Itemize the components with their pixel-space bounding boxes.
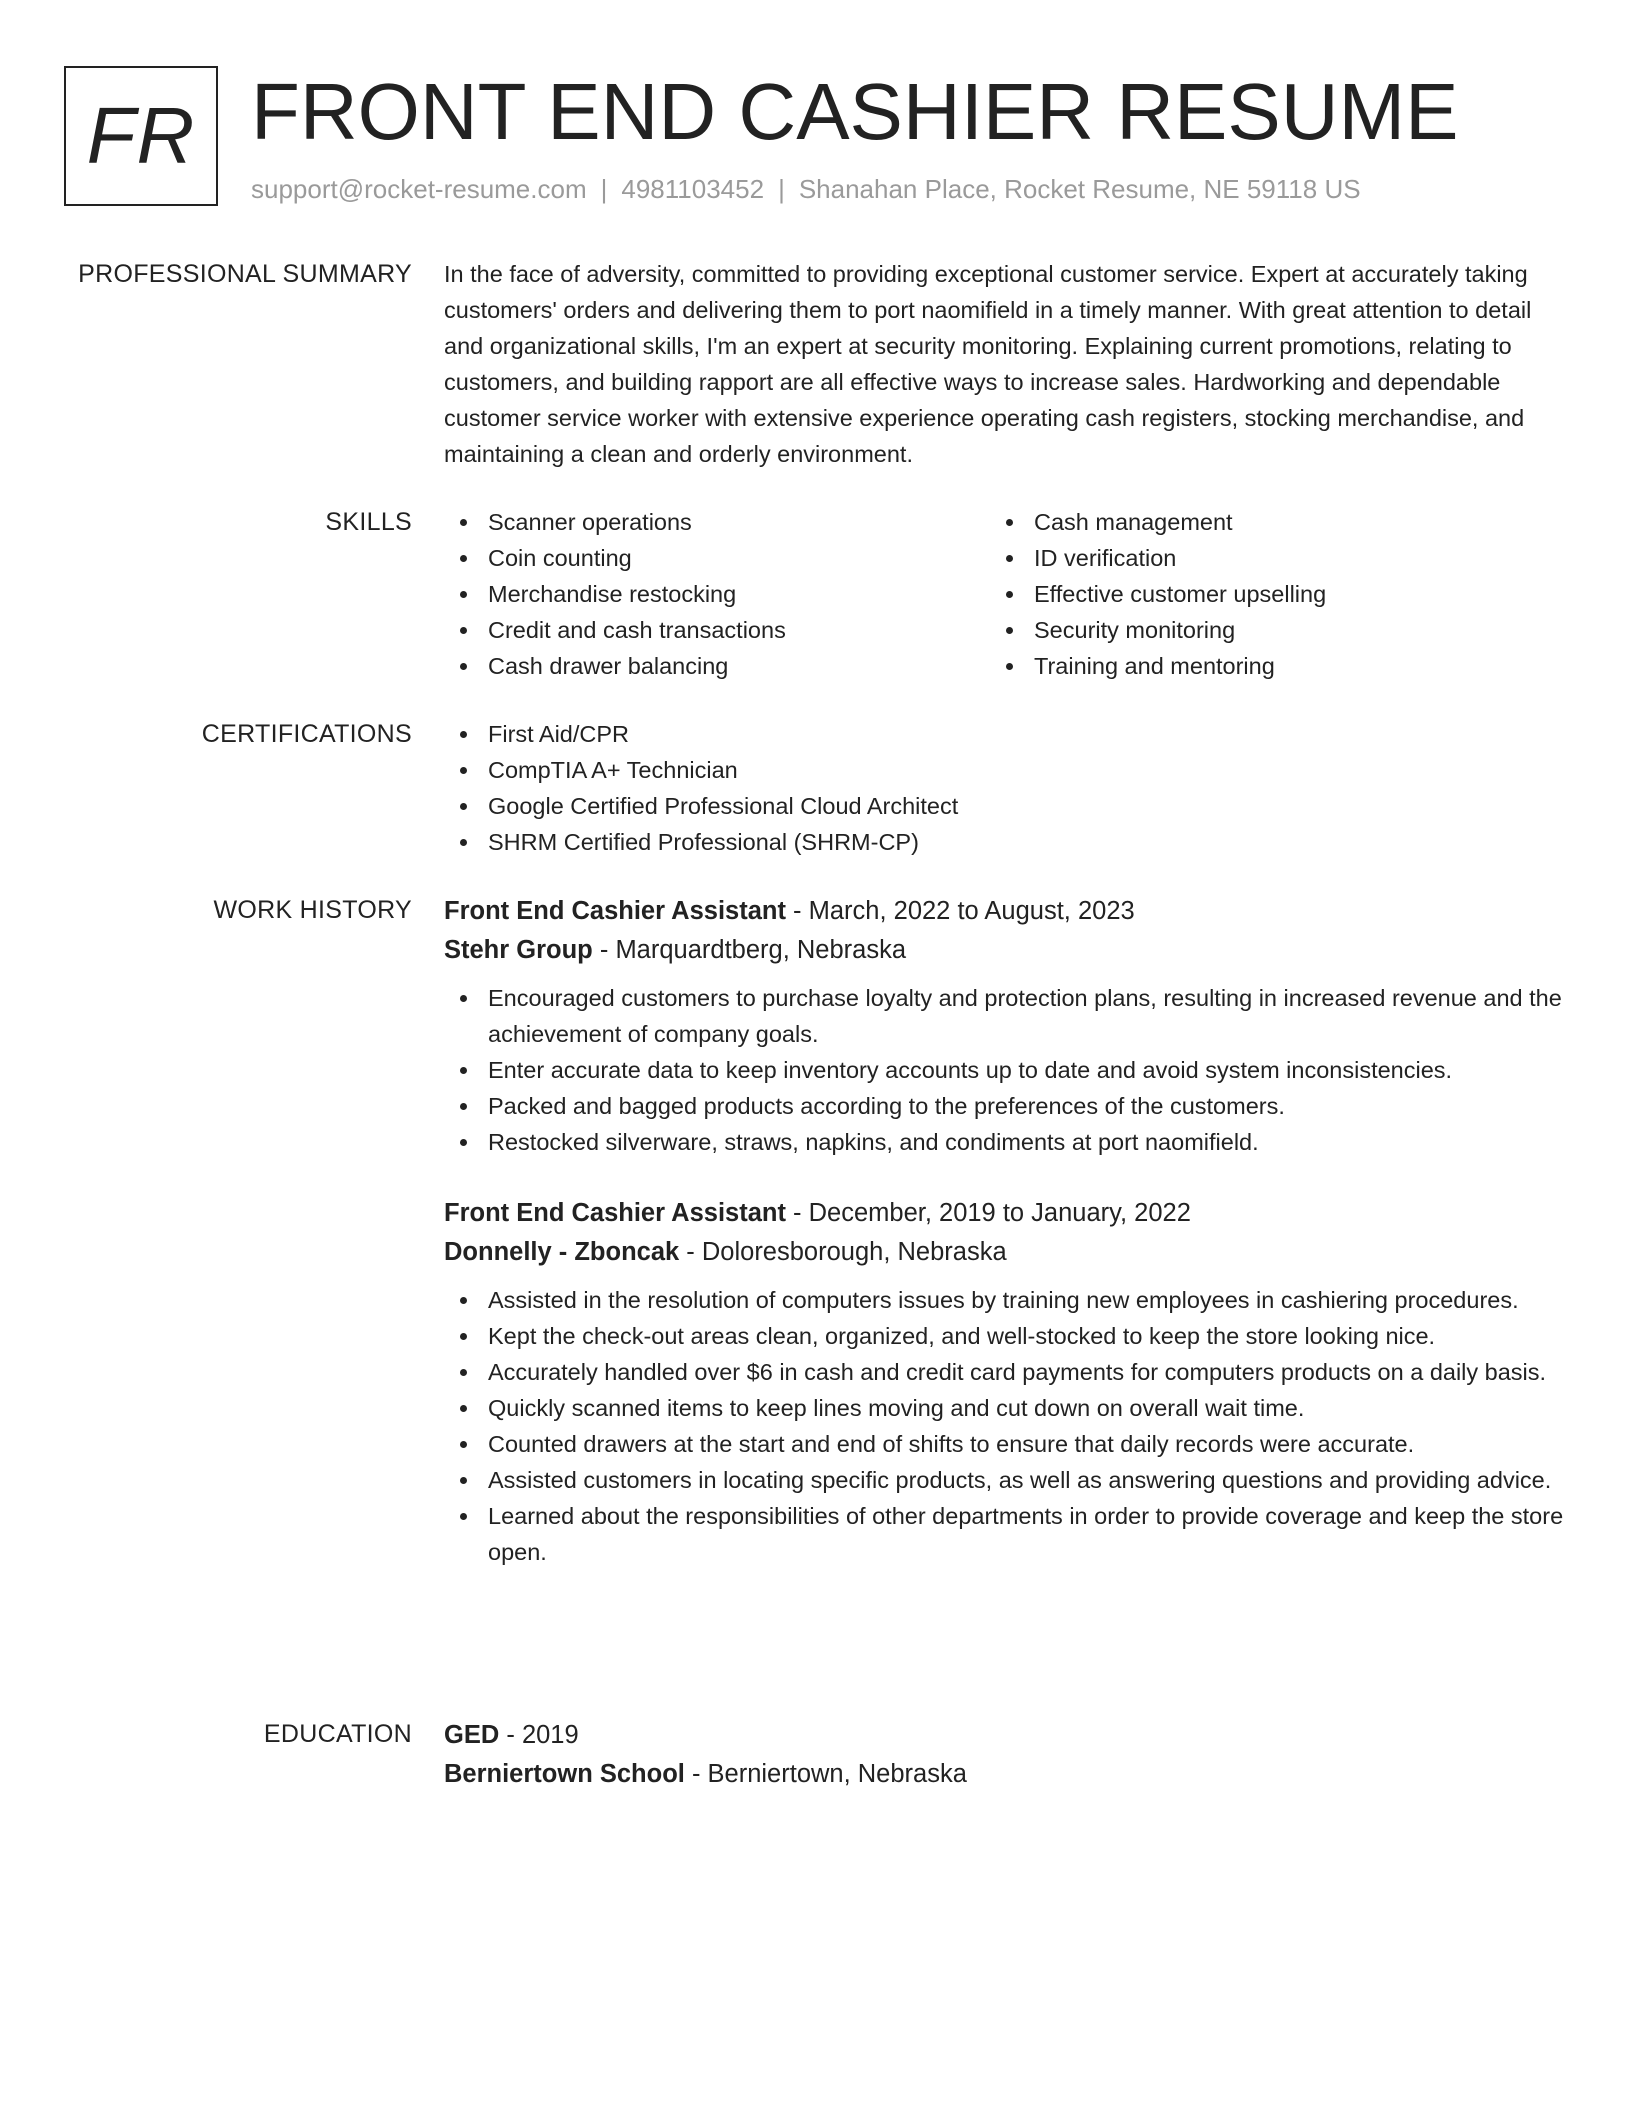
contact-email: support@rocket-resume.com [251, 174, 587, 204]
job-entry [444, 1194, 1564, 1570]
job-company: Donnelly - Zboncak [444, 1238, 680, 1266]
skills-body [444, 504, 1564, 684]
contact-separator: | [778, 174, 785, 204]
job-dates: March, 2022 to August, 2023 [808, 897, 1135, 925]
certifications-list [444, 716, 1564, 860]
skills-grid [444, 504, 1564, 684]
skill-item: Coin counting [444, 540, 990, 576]
job-bullet: Enter accurate data to keep inventory accounts up to date and avoid system inconsistencies. [444, 1052, 1564, 1088]
education-year: 2019 [521, 1721, 579, 1749]
education-school-line [444, 1755, 1564, 1794]
certification-item: Google Certified Professional Cloud Architect [444, 788, 1564, 824]
education-degree-line [444, 1716, 1564, 1755]
section-label-education: EDUCATION [263, 1720, 412, 1748]
resume-header [64, 64, 1564, 214]
skill-item: Effective customer upselling [990, 576, 1536, 612]
dash-separator: - [592, 936, 616, 964]
job-dates: December, 2019 to January, 2022 [808, 1199, 1191, 1227]
education-body [444, 1716, 1564, 1794]
skill-item: Cash management [990, 504, 1536, 540]
job-bullet-list [444, 1282, 1564, 1570]
job-bullet-list [444, 980, 1564, 1160]
education-location: Berniertown, Nebraska [707, 1760, 967, 1788]
section-label-summary: PROFESSIONAL SUMMARY [78, 260, 412, 288]
job-bullet: Restocked silverware, straws, napkins, and condiments at port naomifield. [444, 1124, 1564, 1160]
section-label-skills: SKILLS [325, 508, 412, 536]
skill-item: Security monitoring [990, 612, 1536, 648]
dash-separator: - [679, 1238, 702, 1266]
job-bullet: Encouraged customers to purchase loyalty and protection plans, resulting in increased revenue and the achievement of company goals. [444, 980, 1564, 1052]
education-degree: GED [444, 1721, 500, 1749]
certification-item: SHRM Certified Professional (SHRM-CP) [444, 824, 1564, 860]
contact-phone: 4981103452 [621, 174, 765, 204]
job-title: Front End Cashier Assistant [444, 897, 786, 925]
certification-item: First Aid/CPR [444, 716, 1564, 752]
job-bullet: Kept the check-out areas clean, organized, and well-stocked to keep the store looking nice. [444, 1318, 1564, 1354]
resume-title: FRONT END CASHIER RESUME [251, 67, 1459, 156]
job-company-line [444, 931, 1564, 970]
skill-item: Merchandise restocking [444, 576, 990, 612]
skill-item: ID verification [990, 540, 1536, 576]
skills-list-right [990, 504, 1536, 684]
dash-separator: - [785, 897, 809, 925]
job-bullet: Quickly scanned items to keep lines moving and cut down on overall wait time. [444, 1390, 1564, 1426]
section-label-certifications: CERTIFICATIONS [201, 720, 412, 748]
skill-item: Cash drawer balancing [444, 648, 990, 684]
skills-list-left [444, 504, 990, 684]
certification-item: CompTIA A+ Technician [444, 752, 1564, 788]
job-title-line [444, 892, 1564, 931]
summary-text: In the face of adversity, committed to providing exceptional customer service. Expert at accurately taking customers' orders and delivering them to port naomifield in a timely manner. With great attention to detail and organizational skills, I'm an expert at security monitoring. Explaining current promotions, relating to customers, and building rapport are all effective ways to increase sales. Hardworking and dependable customer service worker with extensive experience operating cash registers, stocking merchandise, and maintaining a clean and orderly environment. [444, 261, 1532, 467]
job-bullet: Counted drawers at the start and end of shifts to ensure that daily records were accurate. [444, 1426, 1564, 1462]
skill-item: Credit and cash transactions [444, 612, 990, 648]
job-bullet: Assisted customers in locating specific products, as well as answering questions and providing advice. [444, 1462, 1564, 1498]
contact-separator: | [600, 174, 608, 204]
certifications-body [444, 716, 1564, 860]
job-bullet: Packed and bagged products according to the preferences of the customers. [444, 1088, 1564, 1124]
skill-item: Scanner operations [444, 504, 990, 540]
job-location: Marquardtberg, Nebraska [615, 936, 906, 964]
job-company-line [444, 1233, 1564, 1272]
job-bullet: Assisted in the resolution of computers issues by training new employees in cashiering procedures. [444, 1282, 1564, 1318]
work-history-body [444, 892, 1564, 1570]
job-location: Doloresborough, Nebraska [701, 1238, 1007, 1266]
job-bullet: Learned about the responsibilities of other departments in order to provide coverage and keep the store open. [444, 1498, 1564, 1570]
section-label-work-history: WORK HISTORY [213, 896, 412, 924]
job-company: Stehr Group [444, 936, 593, 964]
job-title-line [444, 1194, 1564, 1233]
education-school: Berniertown School [444, 1760, 685, 1788]
dash-separator: - [684, 1760, 708, 1788]
dash-separator: - [499, 1721, 522, 1749]
monogram-logo: FR [64, 66, 218, 206]
job-title: Front End Cashier Assistant [444, 1199, 786, 1227]
contact-line [251, 172, 1361, 206]
skill-item: Training and mentoring [990, 648, 1536, 684]
job-entry [444, 892, 1564, 1160]
dash-separator: - [785, 1199, 809, 1227]
contact-address: Shanahan Place, Rocket Resume, NE 59118 US [798, 174, 1361, 204]
job-bullet: Accurately handled over $6 in cash and credit card payments for computers products on a daily basis. [444, 1354, 1564, 1390]
